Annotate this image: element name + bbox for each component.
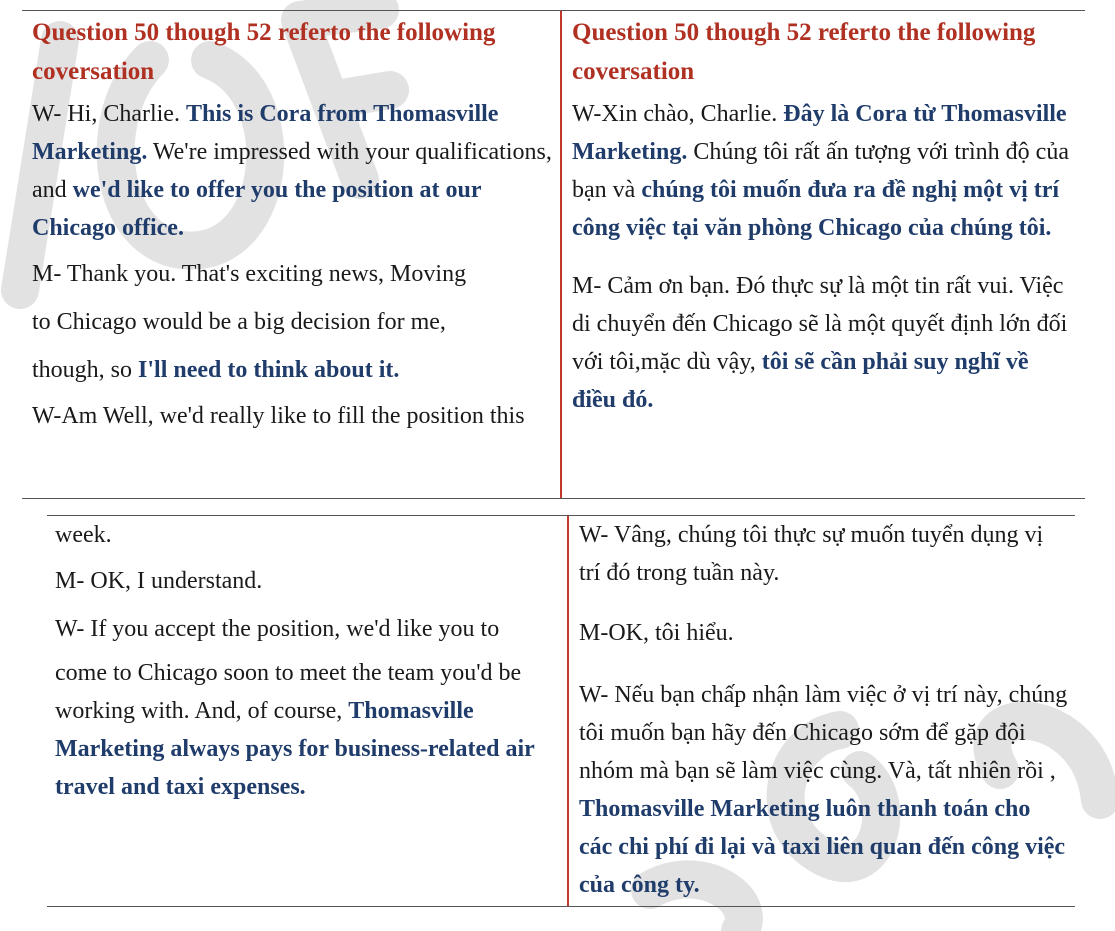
paragraph-m1-line2: to Chicago would be a big decision for me,: [32, 309, 446, 335]
section-heading: Question 50 though 52 referto the following coversation: [572, 19, 1036, 85]
paragraph-w2: W- Vâng, chúng tôi thực sự muốn tuyển dụng vị trí đó trong tuần này.: [579, 522, 1044, 586]
paragraph-w3-line1: W- If you accept the position, we'd like you to: [55, 616, 500, 642]
paragraph-m2: M- OK, I understand.: [55, 568, 263, 594]
paragraph-w3: come to Chicago soon to meet the team you'd be working with. And, of course, Thomasville Marketing always pays for business-related air travel and taxi expenses.: [55, 660, 535, 800]
paragraph-w1: W- Hi, Charlie. This is Cora from Thomasville Marketing. We're impressed with your qualifications, and we'd like to offer you the position at our Chicago office.: [32, 101, 552, 241]
paragraph-w2: W-Am Well, we'd really like to fill the position this: [32, 403, 525, 429]
paragraph-w2-cont: week.: [55, 522, 112, 548]
paragraph-w1: W-Xin chào, Charlie. Đây là Cora từ Thomasville Marketing. Chúng tôi rất ấn tượng với trình độ của bạn và chúng tôi muốn đưa ra đề nghị một vị trí công việc tại văn phòng Chicago của chúng tôi.: [572, 101, 1069, 241]
paragraph-m1-line1: M- Thank you. That's exciting news, Moving: [32, 261, 467, 287]
section-heading: Question 50 though 52 referto the following coversation: [32, 19, 496, 85]
column-divider: [567, 516, 569, 906]
paragraph-m1: M- Cảm ơn bạn. Đó thực sự là một tin rất vui. Việc di chuyển đến Chicago sẽ là một quyết định lớn đối với tôi,mặc dù vậy, tôi sẽ cần phải suy nghĩ về điều đó.: [572, 273, 1068, 413]
paragraph-m1-line3: though, so I'll need to think about it.: [32, 357, 400, 383]
paragraph-w3: W- Nếu bạn chấp nhận làm việc ở vị trí này, chúng tôi muốn bạn hãy đến Chicago sớm để gặp đội nhóm mà bạn sẽ làm việc cùng. Và, tất nhiên rồi , Thomasville Marketing luôn thanh toán cho các chi phí đi lại và taxi liên quan đến công việc của công ty.: [579, 682, 1068, 898]
column-divider: [560, 11, 562, 498]
english-column: [32, 13, 552, 498]
english-column: [55, 516, 555, 906]
paragraph-m2: M-OK, tôi hiểu.: [579, 620, 734, 646]
table-bottom: [47, 515, 1075, 907]
table-top: [22, 10, 1085, 499]
vietnamese-column: [572, 13, 1077, 498]
vietnamese-column: [579, 516, 1069, 906]
